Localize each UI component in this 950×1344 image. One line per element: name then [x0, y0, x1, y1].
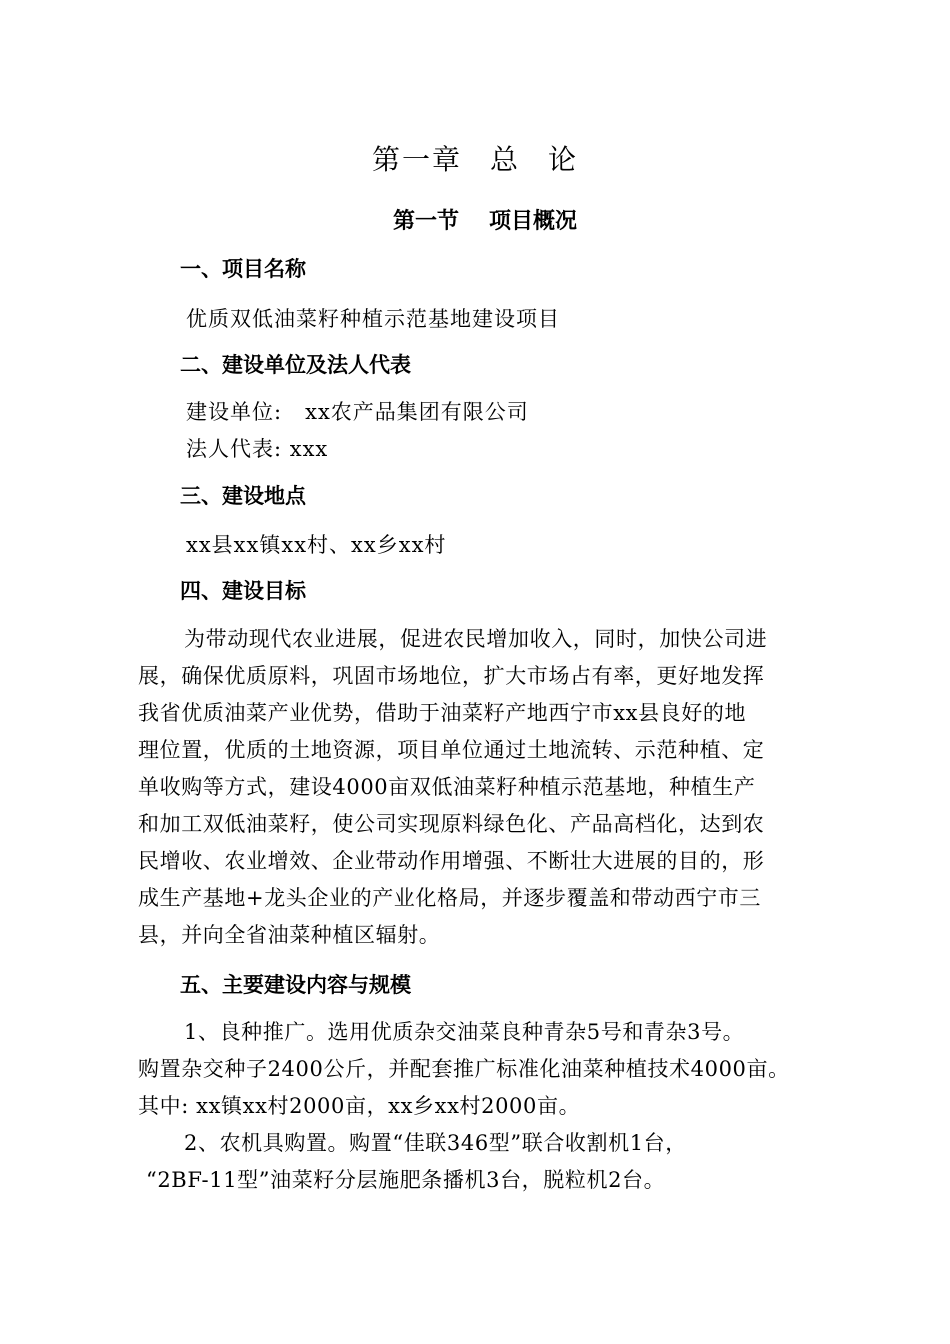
- item-1-paragraph: [138, 1014, 838, 1125]
- section-title: [0, 200, 950, 244]
- goal-line: 成生产基地+龙头企业的产业化格局，并逐步覆盖和带动西宁市三: [138, 886, 761, 910]
- heading-location: 三、建设地点: [180, 484, 306, 508]
- chapter-word-1: 总: [489, 143, 520, 176]
- construction-unit-text: 建设单位: xx农产品集团有限公司: [186, 400, 529, 424]
- goal-line: 民增收、农业增效、企业带动作用增强、不断壮大进展的目的，形: [138, 849, 765, 873]
- item-1-line: 其中: xx镇xx村2000亩，xx乡xx村2000亩。: [138, 1094, 581, 1118]
- project-name-text: 优质双低油菜籽种植示范基地建设项目: [186, 307, 560, 331]
- item-1-line: 购置杂交种子2400公斤，并配套推广标准化油菜种植技术4000亩。: [138, 1057, 790, 1081]
- chapter-word-2: 论: [548, 143, 579, 176]
- goal-line: 单收购等方式，建设4000亩双低油菜籽种植示范基地，种植生产: [138, 775, 756, 799]
- goal-line: 和加工双低油菜籽，使公司实现原料绿色化、产品高档化，达到农: [138, 812, 765, 836]
- goal-line: 理位置，优质的土地资源，项目单位通过土地流转、示范种植、定: [138, 738, 765, 762]
- goal-line: 为带动现代农业进展，促进农民增加收入，同时，加快公司进: [184, 627, 768, 651]
- item-2-paragraph: [138, 1125, 838, 1199]
- heading-main-content: 五、主要建设内容与规模: [180, 973, 411, 997]
- goal-line: 我省优质油菜产业优势，借助于油菜籽产地西宁市xx县良好的地: [138, 701, 747, 725]
- section-name: 项目概况: [489, 209, 578, 234]
- item-1-line: 1、良种推广。选用优质杂交油菜良种青杂5号和青杂3号。: [184, 1020, 745, 1044]
- heading-project-name: 一、项目名称: [180, 257, 306, 281]
- section-prefix: 第一节: [392, 209, 459, 234]
- heading-unit-and-legal: 二、建设单位及法人代表: [180, 353, 411, 377]
- legal-representative-text: 法人代表: xxx: [186, 437, 329, 461]
- goal-line: 县，并向全省油菜种植区辐射。: [138, 923, 441, 947]
- heading-goal: 四、建设目标: [180, 579, 306, 603]
- item-2-line: 2、农机具购置。购置“佳联346型”联合收割机1台，: [184, 1131, 687, 1155]
- goal-line: 展，确保优质原料，巩固市场地位，扩大市场占有率，更好地发挥: [138, 664, 765, 688]
- chapter-title: [0, 138, 950, 182]
- location-text: xx县xx镇xx村、xx乡xx村: [186, 533, 447, 557]
- chapter-prefix: 第一章: [371, 143, 462, 176]
- item-2-line: “2BF-11型”油菜籽分层施肥条播机3台，脱粒机2台。: [146, 1168, 666, 1192]
- goal-paragraph: [138, 621, 838, 954]
